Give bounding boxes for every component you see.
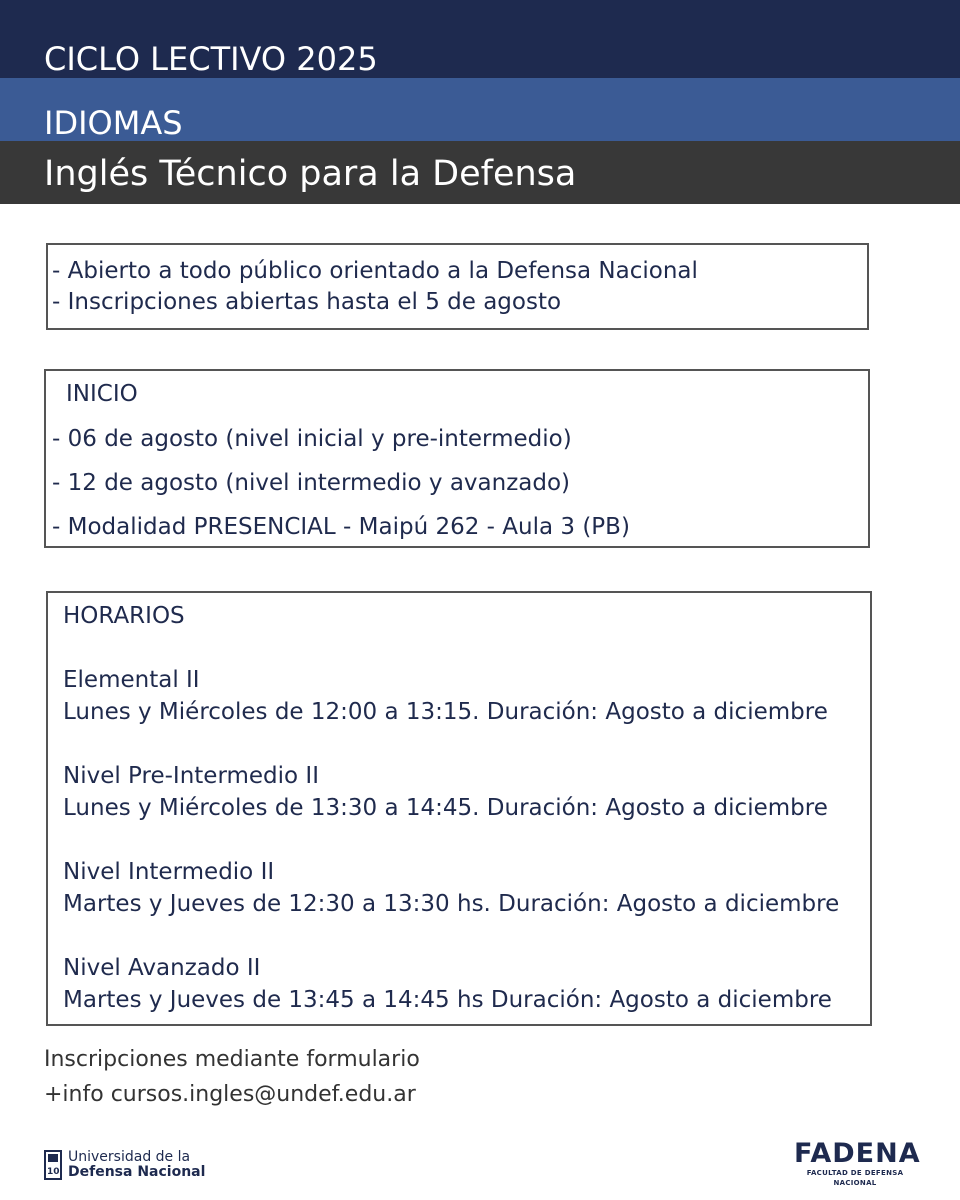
anniversary-badge: 10 bbox=[47, 1167, 60, 1177]
start-line-initial: - 06 de agosto (nivel inicial y pre-intermedio) bbox=[52, 426, 572, 452]
undef-emblem-icon bbox=[44, 1150, 62, 1180]
fadena-logo-subtitle: FACULTAD DE DEFENSA NACIONAL bbox=[806, 1169, 904, 1187]
info-line-registration: - Inscripciones abiertas hasta el 5 de agosto bbox=[52, 289, 562, 315]
schedule-box bbox=[46, 591, 872, 1026]
start-line-intermediate: - 12 de agosto (nivel intermedio y avanzado) bbox=[52, 470, 571, 496]
undef-logo-line1: Universidad de la bbox=[68, 1149, 191, 1165]
start-line-modality: - Modalidad PRESENCIAL - Maipú 262 - Aula 3 (PB) bbox=[52, 514, 630, 540]
course-schedule: Martes y Jueves de 12:30 a 13:30 hs. Duración: Agosto a diciembre bbox=[63, 891, 840, 917]
info-line-audience: - Abierto a todo público orientado a la Defensa Nacional bbox=[52, 258, 698, 284]
course-schedule: Martes y Jueves de 13:45 a 14:45 hs Duración: Agosto a diciembre bbox=[63, 987, 832, 1013]
registration-note: Inscripciones mediante formulario bbox=[44, 1047, 420, 1072]
contact-email: +info cursos.ingles@undef.edu.ar bbox=[44, 1082, 416, 1107]
fadena-logo bbox=[794, 1138, 921, 1188]
course-title: Inglés Técnico para la Defensa bbox=[44, 154, 577, 194]
undef-logo-line2: Defensa Nacional bbox=[68, 1164, 206, 1180]
fadena-logo-name: FADENA bbox=[794, 1138, 921, 1169]
start-box bbox=[44, 369, 870, 548]
course-name: Nivel Intermedio II bbox=[63, 859, 275, 885]
course-schedule: Lunes y Miércoles de 12:00 a 13:15. Duración: Agosto a diciembre bbox=[63, 699, 828, 725]
info-box bbox=[46, 243, 869, 330]
start-heading: INICIO bbox=[66, 381, 138, 407]
course-name: Nivel Pre-Intermedio II bbox=[63, 763, 319, 789]
undef-logo bbox=[44, 1148, 205, 1182]
course-name: Elemental II bbox=[63, 667, 200, 693]
schedule-heading: HORARIOS bbox=[63, 603, 185, 629]
cycle-title: CICLO LECTIVO 2025 bbox=[44, 40, 378, 78]
category-title: IDIOMAS bbox=[44, 104, 183, 142]
course-name: Nivel Avanzado II bbox=[63, 955, 261, 981]
course-schedule: Lunes y Miércoles de 13:30 a 14:45. Duración: Agosto a diciembre bbox=[63, 795, 828, 821]
